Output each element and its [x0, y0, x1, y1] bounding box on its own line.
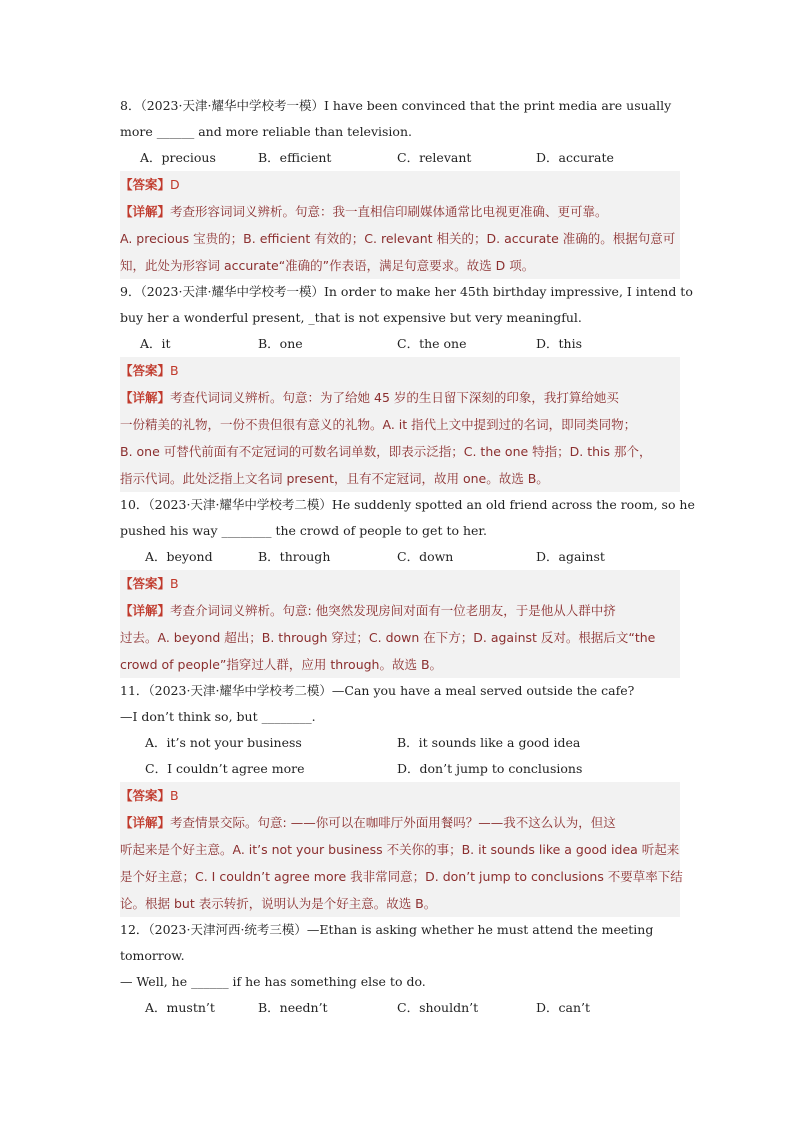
option-c: C．down: [397, 549, 454, 564]
answer-line: [120, 171, 680, 198]
question-stem-line: 11．（2023·天津·耀华中学校考二模）—Can you have a meal served outside the cafe?: [120, 683, 635, 698]
option-b: B．needn’t: [258, 1000, 328, 1015]
options-row: [120, 544, 675, 570]
option-c: C．shouldn’t: [397, 1000, 479, 1015]
question-stem-line: buy her a wonderful present, _that is not expensive but very meaningful.: [120, 310, 582, 325]
explain-line: 【详解】考查情景交际。句意: ——你可以在咖啡厅外面用餐吗？——我不这么认为，但这: [120, 815, 616, 830]
option-a: A．precious: [140, 150, 216, 165]
question-stem-line: 9．（2023·天津·耀华中学校考一模）In order to make her 45th birthday impressive, I intend to: [120, 284, 693, 299]
option-d: D．against: [536, 549, 605, 564]
option-c: C．I couldn’t agree more: [145, 761, 305, 776]
explain-line: 【详解】考查介词词义辨析。句意: 他突然发现房间对面有一位老朋友，于是他从人群中挤: [120, 603, 616, 618]
question-stem-line: 12．（2023·天津河西·统考三模）—Ethan is asking whether he must attend the meeting: [120, 922, 654, 937]
option-c: C．relevant: [397, 150, 472, 165]
question-10: [120, 492, 695, 678]
explain-line: 论。根据 but 表示转折，说明认为是个好主意。故选 B。: [120, 896, 437, 911]
explain-line: 过去。A. beyond 超出；B. through 穿过；C. down 在下方；D. against 反对。根据后文“the: [120, 630, 656, 645]
explain-line: crowd of people”指穿过人群，应用 through。故选 B。: [120, 657, 443, 672]
option-b: B．one: [258, 336, 303, 351]
question-12: [120, 917, 675, 1021]
answer-value: B: [170, 576, 179, 591]
answer-label: 【答案】: [120, 576, 171, 591]
question-11: [120, 678, 683, 917]
question-stem-line: —I don’t think so, but ________.: [120, 709, 316, 724]
question-stem-line: 10．（2023·天津·耀华中学校考二模）He suddenly spotted an old friend across the room, so he: [120, 497, 695, 512]
options-row: [120, 995, 675, 1021]
option-b: B．through: [258, 549, 331, 564]
question-stem-line: pushed his way ________ the crowd of people to get to her.: [120, 523, 487, 538]
option-b: B．it sounds like a good idea: [397, 735, 581, 750]
option-d: D．this: [536, 336, 583, 351]
options-row: [120, 730, 675, 756]
explain-label: 【详解】: [120, 390, 171, 405]
answer-value: D: [170, 177, 180, 192]
question-list: [120, 93, 695, 1021]
options-row: [120, 331, 675, 357]
option-a: A．it’s not your business: [145, 735, 302, 750]
question-9: [120, 279, 693, 492]
explain-line: 一份精美的礼物，一份不贵但很有意义的礼物。A. it 指代上文中提到过的名词，即同类同物；: [120, 417, 637, 432]
answer-line: [120, 570, 680, 597]
explain-line: A. precious 宝贵的；B. efficient 有效的；C. relevant 相关的；D. accurate 准确的。根据句意可: [120, 231, 676, 246]
answer-block: [120, 782, 683, 917]
explain-line: 是个好主意；C. I couldn’t agree more 我非常同意；D. don’t jump to conclusions 不要草率下结: [120, 869, 683, 884]
options-row: [120, 145, 675, 171]
answer-label: 【答案】: [120, 363, 171, 378]
question-stem-line: more ______ and more reliable than television.: [120, 124, 412, 139]
option-c: C．the one: [397, 336, 467, 351]
question-stem-line: — Well, he ______ if he has something else to do.: [120, 974, 426, 989]
question-8: [120, 93, 675, 279]
question-stem-line: tomorrow.: [120, 948, 185, 963]
answer-block: [120, 171, 680, 279]
option-d: D．accurate: [536, 150, 614, 165]
explain-label: 【详解】: [120, 815, 171, 830]
explain-label: 【详解】: [120, 204, 171, 219]
answer-block: [120, 357, 680, 492]
option-a: A．it: [140, 336, 171, 351]
option-a: A．beyond: [145, 549, 213, 564]
explain-line: B. one 可替代前面有不定冠词的可数名词单数，即表示泛指；C. the one 特指；D. this 那个，: [120, 444, 652, 459]
option-a: A．mustn’t: [145, 1000, 215, 1015]
answer-label: 【答案】: [120, 788, 171, 803]
explain-line: 听起来是个好主意。A. it’s not your business 不关你的事；B. it sounds like a good idea 听起来: [120, 842, 680, 857]
explain-line: 知，此处为形容词 accurate“准确的”作表语，满足句意要求。故选 D 项。: [120, 258, 535, 273]
answer-value: B: [170, 788, 179, 803]
answer-line: [120, 782, 680, 809]
explain-label: 【详解】: [120, 603, 171, 618]
option-d: D．don’t jump to conclusions: [397, 761, 583, 776]
answer-value: B: [170, 363, 179, 378]
answer-label: 【答案】: [120, 177, 171, 192]
explain-line: 【详解】考查形容词词义辨析。句意：我一直相信印刷媒体通常比电视更准确、更可靠。: [120, 204, 608, 219]
option-d: D．can’t: [536, 1000, 591, 1015]
answer-block: [120, 570, 680, 678]
options-row: [120, 756, 675, 782]
answer-line: [120, 357, 680, 384]
option-b: B．efficient: [258, 150, 332, 165]
explain-line: 指示代词。此处泛指上文名词 present，且有不定冠词，故用 one。故选 B。: [120, 471, 549, 486]
explain-line: 【详解】考查代词词义辨析。句意：为了给她 45 岁的生日留下深刻的印象，我打算给她买: [120, 390, 619, 405]
question-stem-line: 8．（2023·天津·耀华中学校考一模）I have been convinced that the print media are usually: [120, 98, 672, 113]
